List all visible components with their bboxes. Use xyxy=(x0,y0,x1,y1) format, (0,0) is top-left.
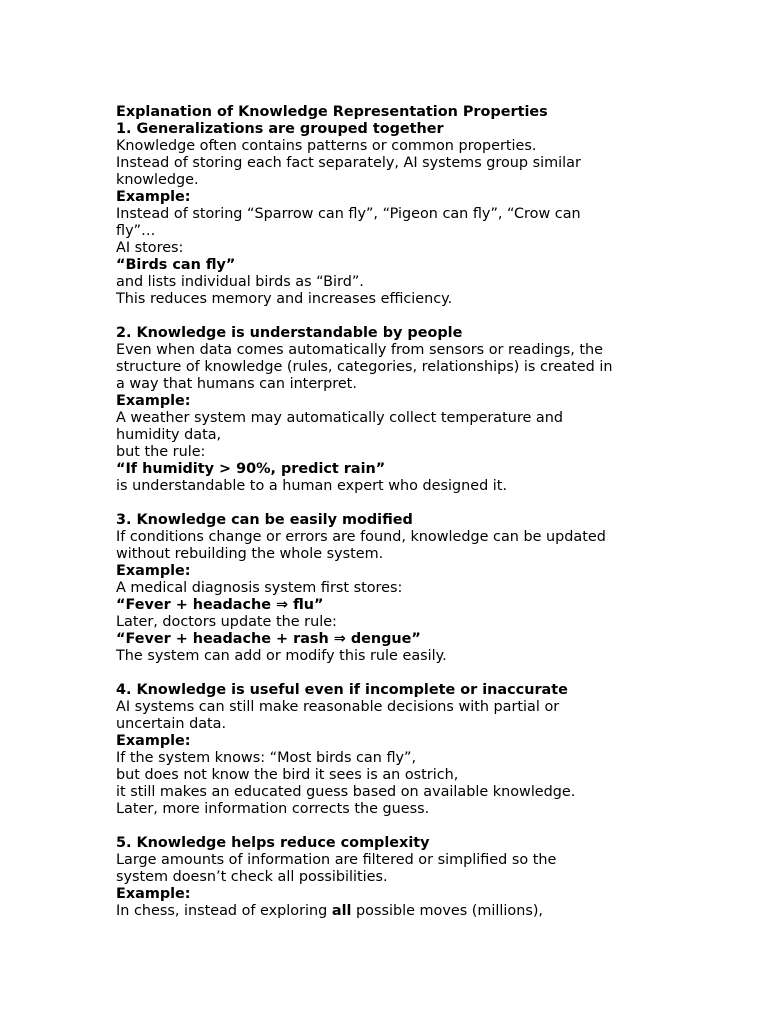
section-heading: 2. Knowledge is understandable by people xyxy=(116,325,463,341)
section-heading: 4. Knowledge is useful even if incomplete or inaccurate xyxy=(116,682,568,698)
section-gap xyxy=(116,818,656,835)
section-heading: 1. Generalizations are grouped together xyxy=(116,121,444,137)
example-line: fly”… xyxy=(116,223,156,239)
section-gap xyxy=(116,308,656,325)
example-line: humidity data, xyxy=(116,427,222,443)
section-heading: 5. Knowledge helps reduce complexity xyxy=(116,835,430,851)
rule-text: “Fever + headache ⇒ flu” xyxy=(116,597,324,613)
document-page xyxy=(116,104,656,920)
example-line: Later, doctors update the rule: xyxy=(116,614,337,630)
example-line: but does not know the bird it sees is an ostrich, xyxy=(116,767,459,783)
example-line: This reduces memory and increases efficiency. xyxy=(116,291,453,307)
example-line: it still makes an educated guess based on available knowledge. xyxy=(116,784,576,800)
example-line: but the rule: xyxy=(116,444,206,460)
paragraph-line: uncertain data. xyxy=(116,716,227,732)
rule-text: “Birds can fly” xyxy=(116,257,236,273)
paragraph-line: Even when data comes automatically from sensors or readings, the xyxy=(116,342,603,358)
example-line: The system can add or modify this rule easily. xyxy=(116,648,447,664)
example-line: A medical diagnosis system first stores: xyxy=(116,580,403,596)
paragraph-line: knowledge. xyxy=(116,172,199,188)
emphasis-text: all xyxy=(331,903,352,919)
example-label: Example: xyxy=(116,563,191,579)
paragraph-line: AI systems can still make reasonable decisions with partial or xyxy=(116,699,560,715)
rule-text: “Fever + headache + rash ⇒ dengue” xyxy=(116,631,421,647)
example-line: A weather system may automatically collect temperature and xyxy=(116,410,563,426)
example-label: Example: xyxy=(116,886,191,902)
example-label: Example: xyxy=(116,393,191,409)
paragraph-line: If conditions change or errors are found, knowledge can be updated xyxy=(116,529,606,545)
example-line xyxy=(116,903,656,920)
paragraph-line: Large amounts of information are filtered or simplified so the xyxy=(116,852,557,868)
example-text: possible moves (millions), xyxy=(351,903,544,919)
paragraph-line: Knowledge often contains patterns or common properties. xyxy=(116,138,537,154)
section-gap xyxy=(116,495,656,512)
example-line: and lists individual birds as “Bird”. xyxy=(116,274,364,290)
document-title: Explanation of Knowledge Representation Properties xyxy=(116,104,548,120)
example-text: In chess, instead of exploring xyxy=(116,903,332,919)
example-line: Instead of storing “Sparrow can fly”, “Pigeon can fly”, “Crow can xyxy=(116,206,581,222)
paragraph-line: a way that humans can interpret. xyxy=(116,376,357,392)
paragraph-line: system doesn’t check all possibilities. xyxy=(116,869,388,885)
section-heading: 3. Knowledge can be easily modified xyxy=(116,512,413,528)
example-line: AI stores: xyxy=(116,240,184,256)
paragraph-line: structure of knowledge (rules, categories, relationships) is created in xyxy=(116,359,613,375)
example-label: Example: xyxy=(116,733,191,749)
example-label: Example: xyxy=(116,189,191,205)
paragraph-line: Instead of storing each fact separately, AI systems group similar xyxy=(116,155,581,171)
paragraph-line: without rebuilding the whole system. xyxy=(116,546,384,562)
example-line: is understandable to a human expert who designed it. xyxy=(116,478,508,494)
example-line: If the system knows: “Most birds can fly”, xyxy=(116,750,417,766)
example-line: Later, more information corrects the guess. xyxy=(116,801,430,817)
section-gap xyxy=(116,665,656,682)
rule-text: “If humidity > 90%, predict rain” xyxy=(116,461,386,477)
